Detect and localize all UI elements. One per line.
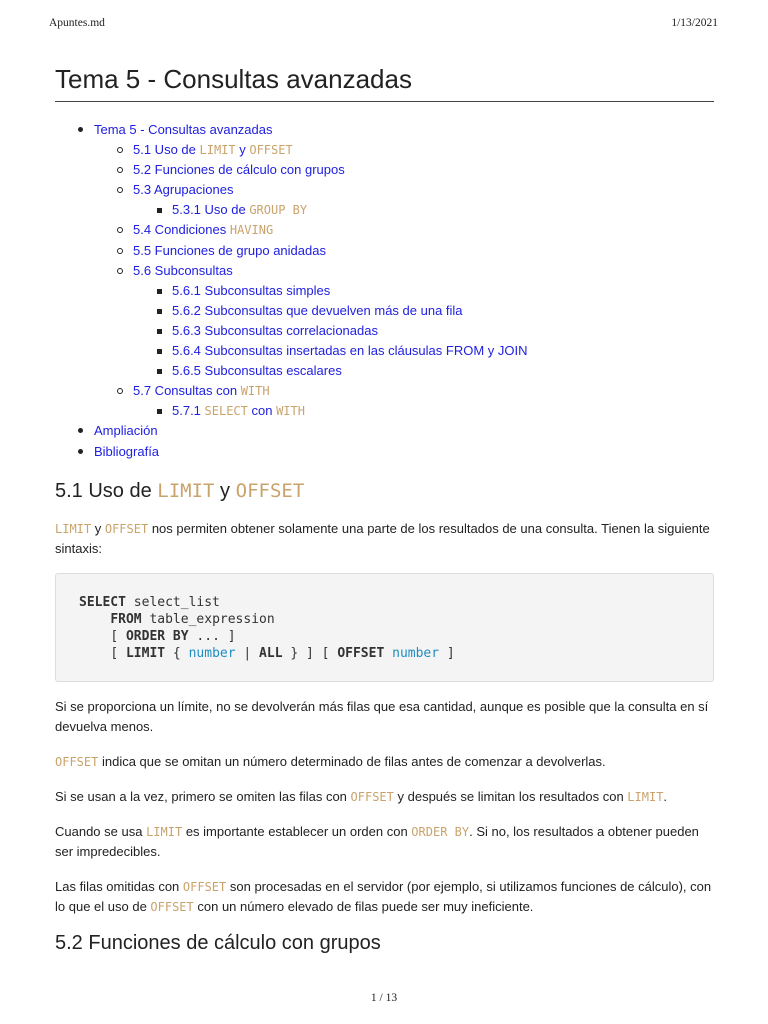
paragraph-limit-description: Si se proporciona un límite, no se devolverán más filas que esa cantidad, aunque es posible que la consulta en sí devuelva menos. bbox=[55, 698, 709, 734]
toc-item-5-4 bbox=[94, 220, 714, 240]
toc-item-5-2 bbox=[94, 160, 714, 180]
paragraph-order-by-note: Cuando se usa LIMIT es importante establecer un orden con ORDER BY. Si no, los resultados a obtener pueden ser impredecibles. bbox=[55, 823, 699, 859]
toc-item-5-7 bbox=[94, 381, 714, 421]
toc-item-5-6-2 bbox=[133, 301, 714, 321]
page-number: 1 / 13 bbox=[370, 992, 398, 1004]
toc-item-tema5 bbox=[55, 120, 714, 421]
paragraph-combined-usage: Si se usan a la vez, primero se omiten las filas con OFFSET y después se limitan los resultados con LIMIT. bbox=[55, 788, 668, 804]
toc-link-5-3[interactable]: 5.3 Agrupaciones bbox=[133, 182, 234, 198]
toc-item-5-1 bbox=[94, 140, 714, 160]
toc-item-5-6 bbox=[94, 261, 714, 382]
document-body bbox=[55, 64, 714, 955]
toc-item-5-3-1 bbox=[133, 200, 714, 220]
toc-link-5-6-2[interactable]: 5.6.2 Subconsultas que devuelven más de una fila bbox=[172, 302, 463, 318]
toc-link-5-6-3[interactable]: 5.6.3 Subconsultas correlacionadas bbox=[172, 322, 378, 338]
table-of-contents bbox=[55, 120, 714, 462]
toc-link-5-4[interactable]: 5.4 Condiciones HAVING bbox=[133, 222, 274, 238]
toc-link-5-5[interactable]: 5.5 Funciones de grupo anidadas bbox=[133, 242, 326, 258]
print-header-filename: Apuntes.md bbox=[49, 17, 105, 29]
toc-item-5-6-5 bbox=[133, 361, 714, 381]
section-heading-5-2: 5.2 Funciones de cálculo con grupos bbox=[55, 931, 381, 954]
toc-item-5-5 bbox=[94, 241, 714, 261]
toc-item-5-6-1 bbox=[133, 281, 714, 301]
paragraph-limit-offset-intro: LIMIT y OFFSET nos permiten obtener solamente una parte de los resultados de una consulta. Tienen la siguiente sintaxis: bbox=[55, 520, 710, 556]
toc-link-ampliacion[interactable]: Ampliación bbox=[94, 423, 158, 439]
section-heading-5-1: 5.1 Uso de LIMIT y OFFSET bbox=[55, 479, 305, 502]
toc-item-5-7-1 bbox=[133, 401, 714, 421]
toc-link-5-6-5[interactable]: 5.6.5 Subconsultas escalares bbox=[172, 363, 342, 379]
toc-link-5-1[interactable]: 5.1 Uso de LIMIT y OFFSET bbox=[133, 142, 293, 158]
toc-item-5-6-3 bbox=[133, 321, 714, 341]
page-title: Tema 5 - Consultas avanzadas bbox=[55, 64, 714, 102]
toc-link-bibliografia[interactable]: Bibliografía bbox=[94, 443, 160, 459]
toc-link-5-3-1[interactable]: 5.3.1 Uso de GROUP BY bbox=[172, 202, 308, 218]
toc-item-ampliacion bbox=[55, 421, 714, 441]
toc-link-5-7[interactable]: 5.7 Consultas con WITH bbox=[133, 383, 270, 399]
toc-link-5-6[interactable]: 5.6 Subconsultas bbox=[133, 262, 233, 278]
toc-item-5-6-4 bbox=[133, 341, 714, 361]
toc-link-tema5[interactable]: Tema 5 - Consultas avanzadas bbox=[94, 122, 273, 137]
toc-item-5-3 bbox=[94, 180, 714, 220]
print-header-date: 1/13/2021 bbox=[671, 17, 718, 29]
code-block-syntax: SELECT select_list FROM table_expression [ ORDER BY ... ] [ LIMIT { number | ALL } ] [ OFFSET number ] bbox=[55, 573, 714, 682]
paragraph-offset-description: OFFSET indica que se omitan un número determinado de filas antes de comenzar a devolverlas. bbox=[55, 753, 606, 769]
toc-link-5-6-4[interactable]: 5.6.4 Subconsultas insertadas en las cláusulas FROM y JOIN bbox=[172, 343, 528, 359]
toc-link-5-7-1[interactable]: 5.7.1 SELECT con WITH bbox=[172, 403, 305, 419]
toc-item-bibliografia bbox=[55, 442, 714, 462]
paragraph-offset-performance: Las filas omitidas con OFFSET son procesadas en el servidor (por ejemplo, si utilizamos funciones de cálculo), con lo que el uso de OFFSET con un número elevado de filas puede ser muy ineficiente. bbox=[55, 878, 712, 914]
toc-link-5-6-1[interactable]: 5.6.1 Subconsultas simples bbox=[172, 282, 331, 298]
toc-link-5-2[interactable]: 5.2 Funciones de cálculo con grupos bbox=[133, 162, 345, 178]
